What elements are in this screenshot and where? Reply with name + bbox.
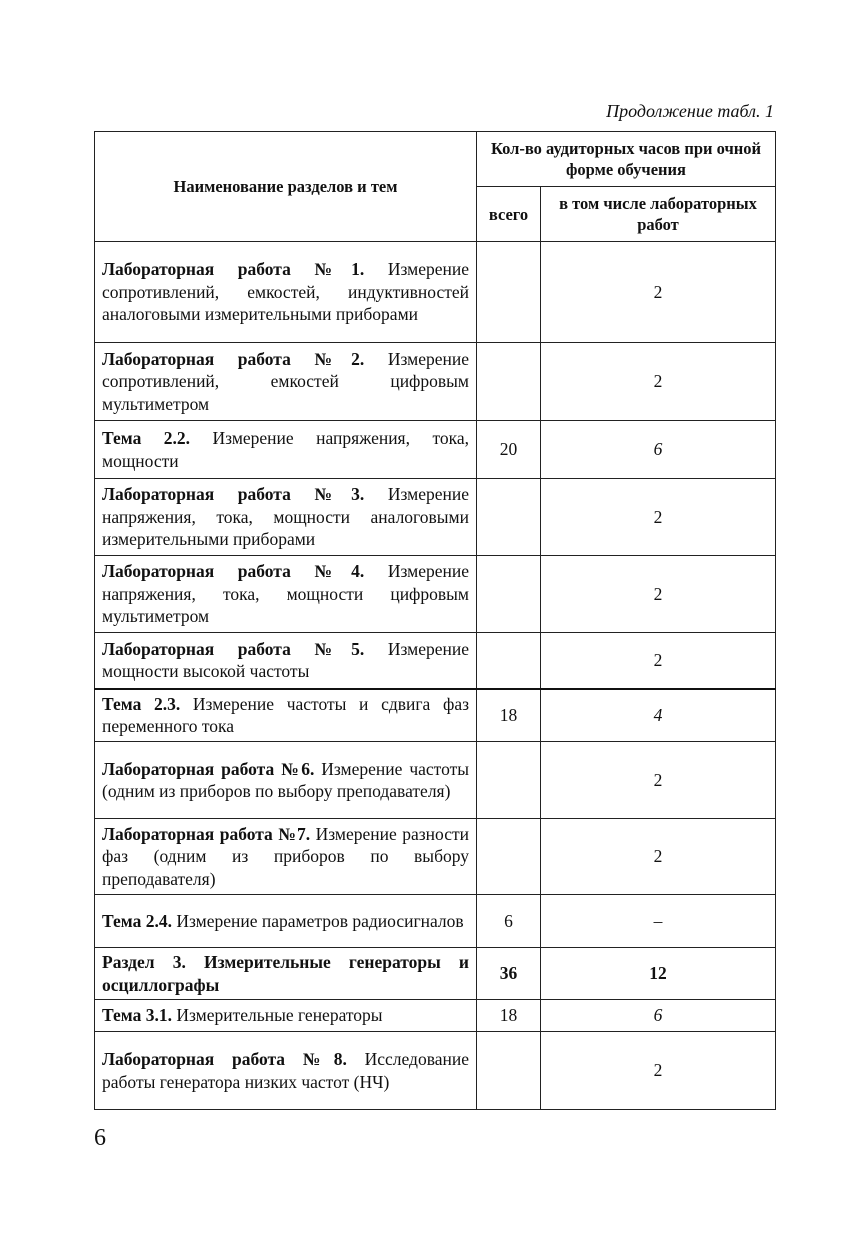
- row-title-text: Измерение частоты и сдвига фаз переменного тока: [102, 693, 469, 737]
- table-row: [95, 895, 776, 948]
- table-row: [95, 242, 776, 343]
- row-title-text: Измерение напряжения, тока, мощности аналоговыми измерительными приборами: [102, 484, 469, 550]
- row-title-bold: Тема 2.3.: [102, 693, 181, 714]
- row-title-bold: Тема 3.1.: [102, 1005, 172, 1026]
- table-row: [95, 819, 776, 895]
- table-row: [95, 1032, 776, 1110]
- row-lab: 12: [541, 948, 776, 1000]
- row-total: [477, 742, 541, 819]
- row-title-text: Измерение сопротивлений, емкостей цифровым мультиметром: [102, 348, 469, 414]
- row-lab: 6: [541, 421, 776, 479]
- row-title: [95, 1032, 477, 1110]
- row-title: [95, 479, 477, 556]
- row-title-text: Измерение разности фаз (одним из приборов по выбору преподавателя): [102, 823, 469, 889]
- row-lab: 2: [541, 343, 776, 421]
- row-total: [477, 479, 541, 556]
- row-title-bold: Лабораторная работа №2.: [102, 348, 365, 369]
- row-lab: 6: [541, 1000, 776, 1032]
- table-row: [95, 343, 776, 421]
- row-total: [477, 819, 541, 895]
- table-row: [95, 633, 776, 689]
- row-total: [477, 556, 541, 633]
- header-lab: в том числе лабораторных работ: [541, 187, 776, 242]
- row-title: [95, 242, 477, 343]
- table-row: [95, 1000, 776, 1032]
- row-title: [95, 633, 477, 689]
- row-title-bold: Лабораторная работа №7.: [102, 823, 311, 844]
- row-title: [95, 948, 477, 1000]
- row-title-text: Измерение частоты (одним из приборов по выбору преподавателя): [102, 758, 469, 801]
- row-title-bold: Лабораторная работа №5.: [102, 638, 365, 659]
- row-total: [477, 242, 541, 343]
- course-hours-table: [94, 131, 776, 1110]
- table-row: [95, 689, 776, 742]
- table-row: [95, 479, 776, 556]
- row-lab: 2: [541, 479, 776, 556]
- row-title: [95, 742, 477, 819]
- row-title-bold: Тема 2.4.: [102, 910, 172, 931]
- row-lab: 2: [541, 633, 776, 689]
- row-title-text: Измерение напряжения, тока, мощности цифровым мультиметром: [102, 561, 469, 627]
- row-title-bold: Лабораторная работа №4.: [102, 561, 365, 582]
- header-total: всего: [477, 187, 541, 242]
- table-row: [95, 421, 776, 479]
- row-total: [477, 343, 541, 421]
- row-title-bold: Раздел 3. Измерительные генераторы и осциллографы: [102, 952, 469, 995]
- row-title: [95, 819, 477, 895]
- row-title-bold: Тема 2.2.: [102, 428, 191, 448]
- header-name: Наименование разделов и тем: [95, 132, 477, 242]
- row-title: [95, 421, 477, 479]
- row-title: [95, 343, 477, 421]
- row-title-bold: Лабораторная работа №1.: [102, 259, 365, 280]
- row-title-bold: Лабораторная работа №3.: [102, 484, 365, 505]
- header-hours: Кол-во аудиторных часов при очной форме обучения: [477, 132, 776, 187]
- row-title: [95, 895, 477, 948]
- row-total: 6: [477, 895, 541, 948]
- table-row: [95, 556, 776, 633]
- row-title: [95, 556, 477, 633]
- row-lab: 2: [541, 556, 776, 633]
- row-title: [95, 689, 477, 742]
- row-lab: 2: [541, 819, 776, 895]
- table-row: [95, 742, 776, 819]
- row-total: 36: [477, 948, 541, 1000]
- row-total: 18: [477, 689, 541, 742]
- row-title-text: Измерительные генераторы: [171, 1005, 383, 1026]
- row-title-text: Измерение сопротивлений, емкостей, индуктивностей аналоговыми измерительными приборами: [102, 259, 469, 325]
- row-lab: 2: [541, 1032, 776, 1110]
- row-total: 20: [477, 421, 541, 479]
- row-title-text: Исследование работы генератора низких частот (НЧ): [102, 1049, 469, 1092]
- row-lab: 2: [541, 742, 776, 819]
- row-total: [477, 633, 541, 689]
- row-total: [477, 1032, 541, 1110]
- row-title-bold: Лабораторная работа №6.: [102, 758, 315, 779]
- row-total: 18: [477, 1000, 541, 1032]
- row-lab: 2: [541, 242, 776, 343]
- row-title-text: Измерение напряжения, тока, мощности: [102, 428, 469, 471]
- row-title-bold: Лабораторная работа №8.: [102, 1049, 347, 1069]
- row-lab: –: [541, 895, 776, 948]
- row-title-text: Измерение параметров радиосигналов: [171, 910, 464, 931]
- table-caption: Продолжение табл. 1: [606, 101, 774, 121]
- page-number: 6: [94, 1125, 106, 1151]
- row-title: [95, 1000, 477, 1032]
- row-lab: 4: [541, 689, 776, 742]
- table-row: [95, 948, 776, 1000]
- row-title-text: Измерение мощности высокой частоты: [102, 638, 469, 682]
